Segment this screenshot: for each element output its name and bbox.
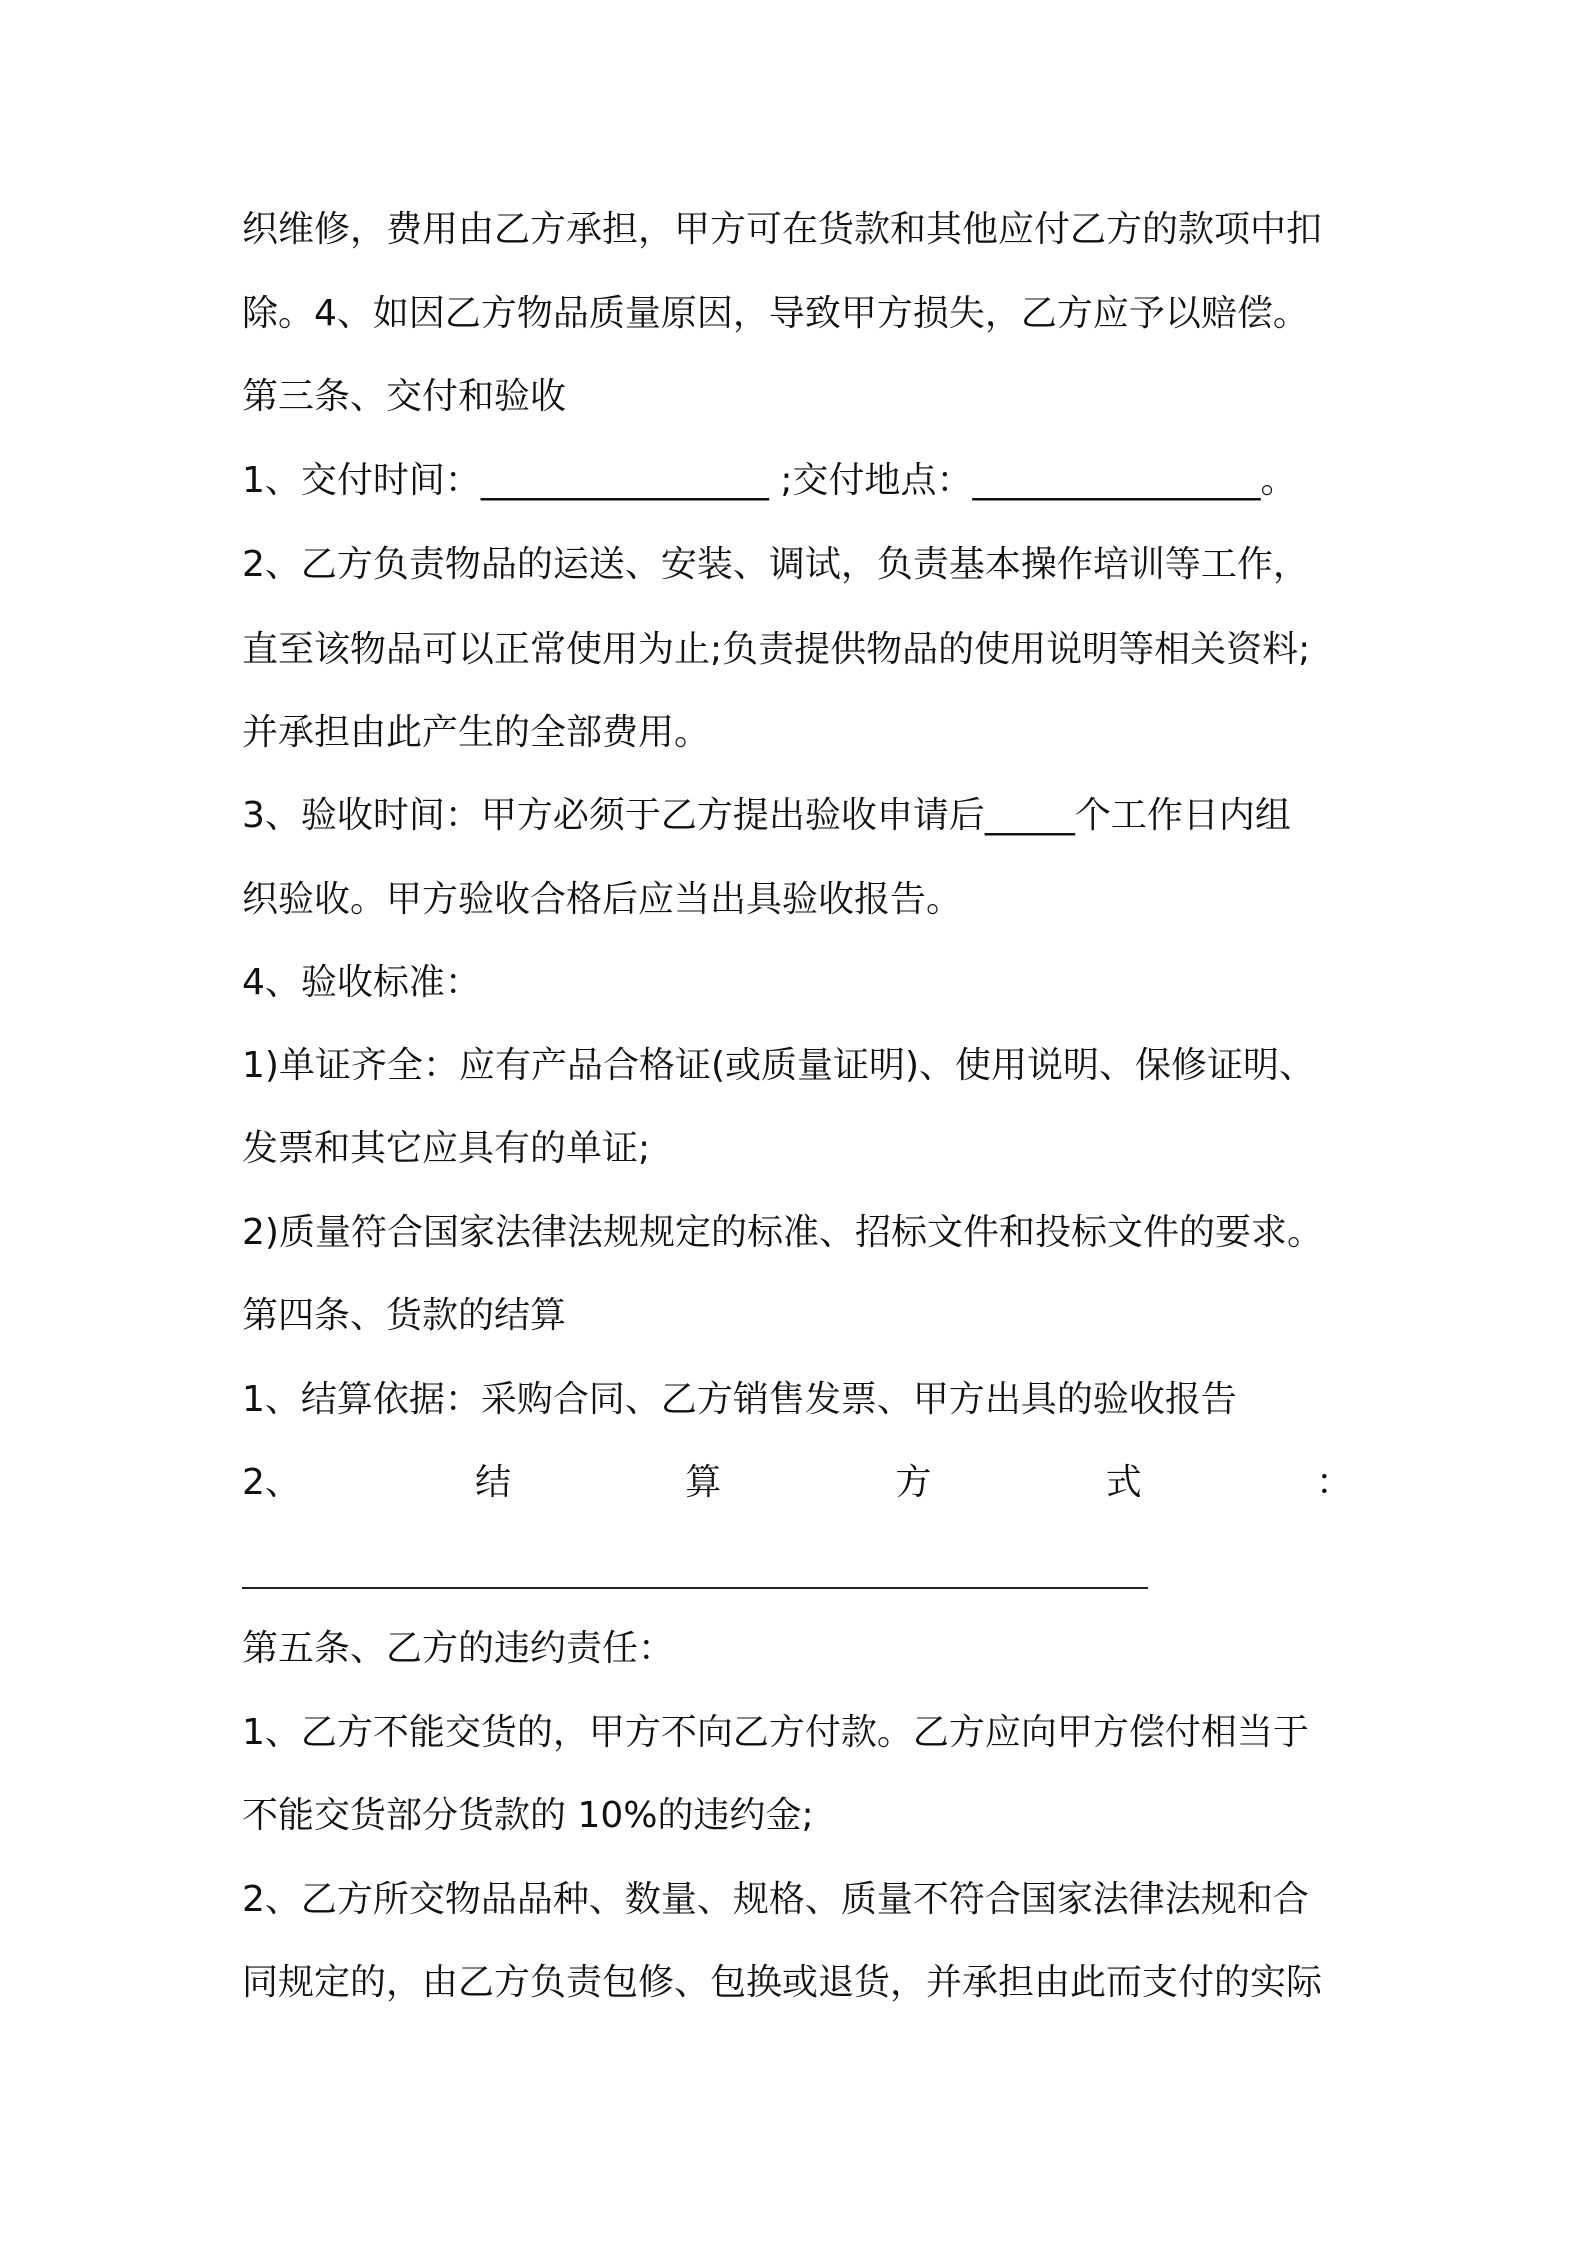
text-line: 3、验收时间：甲方必须于乙方提出验收申请后_____个工作日内组 [242,795,1291,836]
settlement-part: 算 [685,1462,722,1503]
text-line: 1、结算依据：采购合同、乙方销售发票、甲方出具的验收报告 [242,1379,1237,1420]
settlement-method-line [242,1458,1352,1508]
text-line: 直至该物品可以正常使用为止;负责提供物品的使用说明等相关资料; [242,629,1311,670]
text-line: 2、乙方所交物品品种、数量、规格、质量不符合国家法律法规和合 [242,1879,1309,1920]
text-line: 1、交付时间：________________ ;交付地点：________________。 [242,460,1297,501]
settlement-part: ： [1315,1462,1352,1503]
settlement-part: 2、 [242,1462,301,1503]
section-heading: 第三条、交付和验收 [242,376,567,417]
text-line: 发票和其它应具有的单证; [242,1128,651,1169]
section-heading: 第五条、乙方的违约责任： [242,1628,675,1669]
settlement-part: 式 [1105,1462,1142,1503]
section-heading: 第四条、货款的结算 [242,1295,567,1336]
text-line: 并承担由此产生的全部费用。 [242,712,711,753]
text-line: 不能交货部分货款的 10%的违约金; [242,1795,814,1836]
settlement-part: 结 [475,1462,512,1503]
settlement-part: 方 [895,1462,932,1503]
text-line: 同规定的，由乙方负责包修、包换或退货，并承担由此而支付的实际 [242,1962,1323,2003]
text-line: 1)单证齐全：应有产品合格证(或质量证明)、使用说明、保修证明、 [242,1045,1316,1086]
text-line: 2)质量符合国家法律法规规定的标准、招标文件和投标文件的要求。 [242,1212,1323,1253]
blank-fill-line [242,1587,1148,1589]
text-line: 4、验收标准： [242,962,481,1003]
text-line: 2、乙方负责物品的运送、安装、调试，负责基本操作培训等工作， [242,544,1309,585]
text-line: 1、乙方不能交货的，甲方不向乙方付款。乙方应向甲方偿付相当于 [242,1712,1309,1753]
text-line: 织维修，费用由乙方承担，甲方可在货款和其他应付乙方的款项中扣 [242,209,1323,250]
text-line: 除。4、如因乙方物品质量原因，导致甲方损失，乙方应予以赔偿。 [242,293,1309,334]
text-line: 织验收。甲方验收合格后应当出具验收报告。 [242,879,963,920]
